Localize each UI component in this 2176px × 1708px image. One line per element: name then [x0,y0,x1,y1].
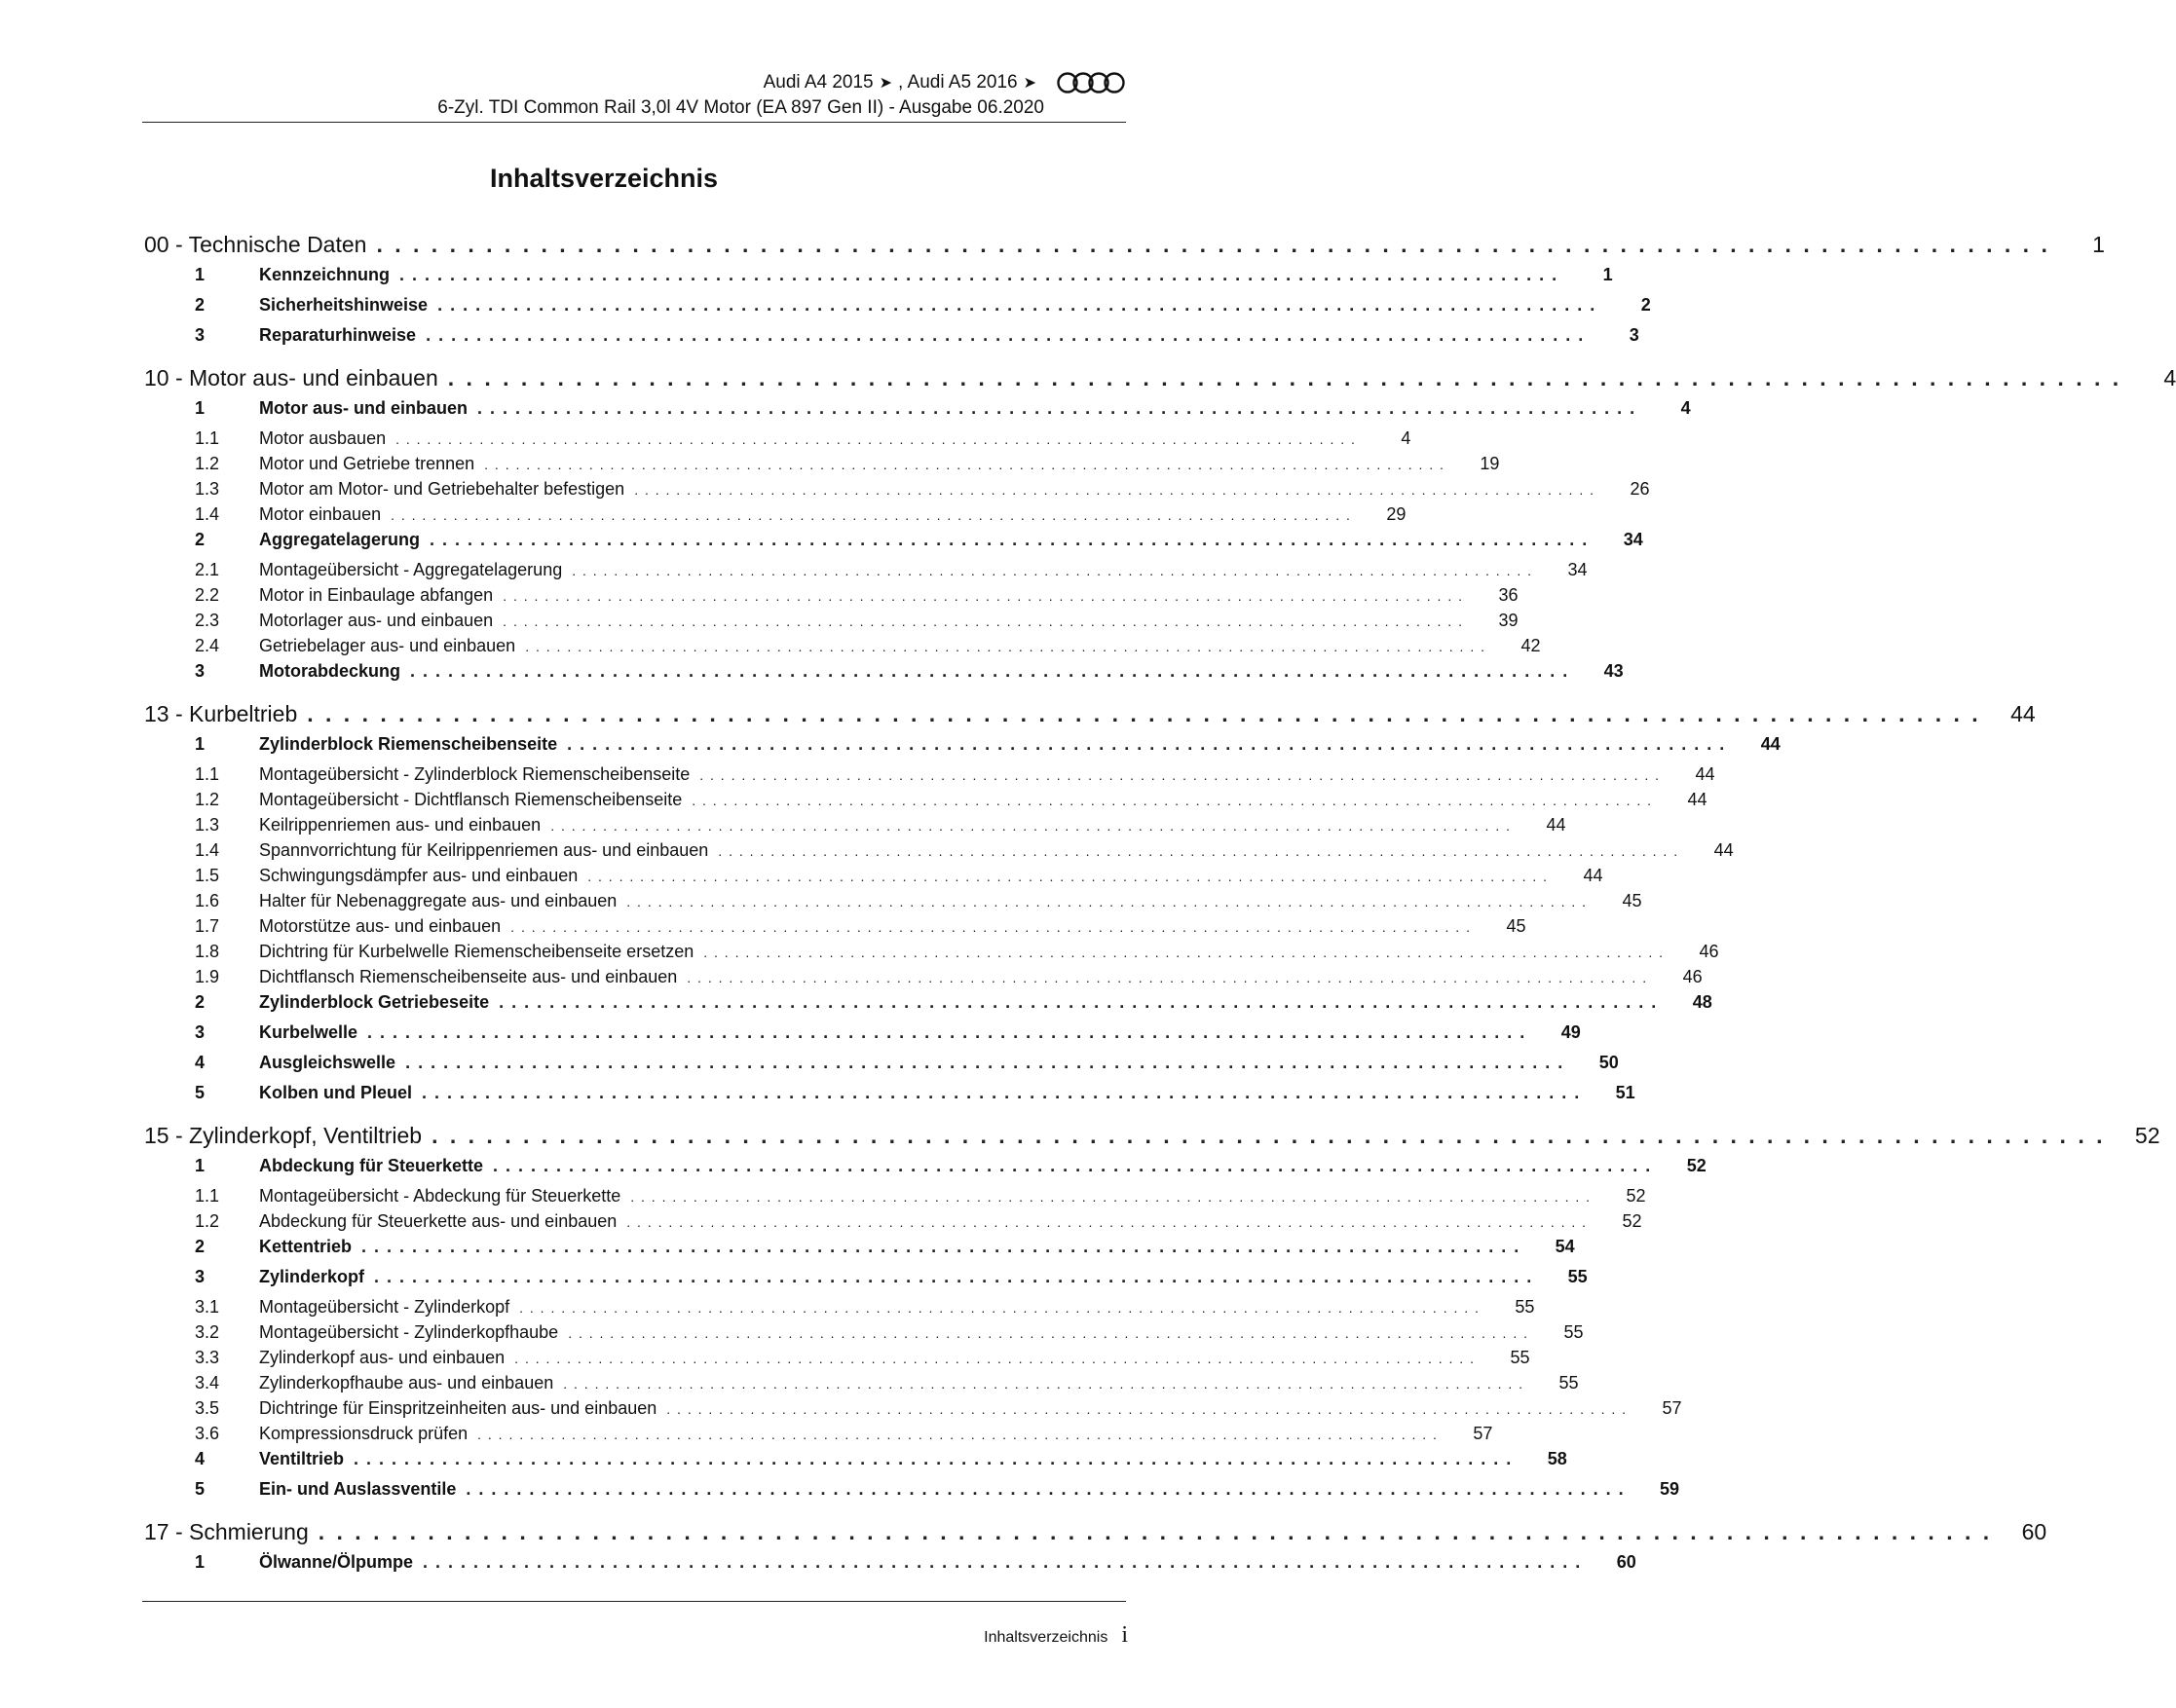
toc-entry-page: 50 [1598,1053,1619,1072]
dot-leader: . . . . . . . . . . . . . . . . . . . . . . . . . . . . . . . . . . . . . . . . . . . . . . . . . . . . . . . . . . . . . . . . . . . . . . . . . . . . . . . . . . . . . . . . . . . . [318,1519,1993,1544]
toc-entry-label: Dichtflansch Riemenscheibenseite aus- und einbauen [259,967,678,986]
dot-leader: . . . . . . . . . . . . . . . . . . . . . . . . . . . . . . . . . . . . . . . . . . . . . . . . . . . . . . . . . . . . . . . . . . . . . . . . . . . . . . . . . . . . . . . . . . . . [503,588,1464,604]
dot-leader: . . . . . . . . . . . . . . . . . . . . . . . . . . . . . . . . . . . . . . . . . . . . . . . . . . . . . . . . . . . . . . . . . . . . . . . . . . . . . . . . . . . . . . . . . . . . [431,1123,2106,1148]
toc-subsection-row[interactable] [144,560,1588,585]
toc-entry-page: 44 [2010,701,2036,726]
toc-entry-page: 44 [1583,866,1603,885]
toc-entry-label: 13 - Kurbeltrieb [144,701,298,726]
header-model-a5: , Audi A5 2016 [898,72,1018,93]
toc-chapter-row[interactable] [144,232,2105,265]
toc-entry-number: 1 [195,734,206,754]
toc-entry-label: Kettentrieb [259,1237,353,1256]
dot-leader: . . . . . . . . . . . . . . . . . . . . . . . . . . . . . . . . . . . . . . . . . . . . . . . . . . . . . . . . . . . . . . . . . . . . . . . . . . . . . . . . . . . . . . . . . . . . [374,1267,1533,1286]
toc-entry-label: Ein- und Auslassventile [259,1479,457,1499]
toc-chapter-row[interactable] [144,1519,2047,1552]
toc-entry-label: Montageübersicht - Zylinderkopf [259,1297,510,1317]
toc-subsection-row[interactable] [144,891,1642,916]
toc-section-row[interactable] [144,265,1613,295]
header-vehicle-line [764,69,1126,96]
toc-subsection-row[interactable] [144,479,1650,504]
toc-entry-page: 52 [1622,1211,1642,1231]
toc-entry-number: 1.1 [195,428,220,448]
dot-leader: . . . . . . . . . . . . . . . . . . . . . . . . . . . . . . . . . . . . . . . . . . . . . . . . . . . . . . . . . . . . . . . . . . . . . . . . . . . . . . . . . . . . . . . . . . . . [572,563,1533,578]
toc-entry-label: Ölwanne/Ölpumpe [259,1552,414,1572]
toc-entry-page: 54 [1555,1237,1575,1256]
toc-entry-label: Motorstütze aus- und einbauen [259,916,502,936]
toc-entry-label: Sicherheitshinweise [259,295,429,315]
toc-subsection-row[interactable] [144,1186,1646,1211]
dot-leader: . . . . . . . . . . . . . . . . . . . . . . . . . . . . . . . . . . . . . . . . . . . . . . . . . . . . . . . . . . . . . . . . . . . . . . . . . . . . . . . . . . . . . . . . . . . . [405,1053,1564,1072]
toc-entry-page: 29 [1386,504,1407,524]
header-engine-line: 6-Zyl. TDI Common Rail 3,0l 4V Motor (EA 897 Gen II) - Ausgabe 06.2020 [437,97,1044,118]
dot-leader: . . . . . . . . . . . . . . . . . . . . . . . . . . . . . . . . . . . . . . . . . . . . . . . . . . . . . . . . . . . . . . . . . . . . . . . . . . . . . . . . . . . . . . . . . . . . [499,992,1658,1012]
toc-entry-label: Motor einbauen [259,504,382,524]
toc-entry-page: 57 [1662,1398,1682,1418]
dot-leader: . . . . . . . . . . . . . . . . . . . . . . . . . . . . . . . . . . . . . . . . . . . . . . . . . . . . . . . . . . . . . . . . . . . . . . . . . . . . . . . . . . . . . . . . . . . . [587,869,1549,884]
toc-section-row[interactable] [144,1083,1635,1113]
dot-leader: . . . . . . . . . . . . . . . . . . . . . . . . . . . . . . . . . . . . . . . . . . . . . . . . . . . . . . . . . . . . . . . . . . . . . . . . . . . . . . . . . . . . . . . . . . . . [391,507,1352,523]
toc-entry-page: 1 [2092,232,2105,257]
dot-leader: . . . . . . . . . . . . . . . . . . . . . . . . . . . . . . . . . . . . . . . . . . . . . . . . . . . . . . . . . . . . . . . . . . . . . . . . . . . . . . . . . . . . . . . . . . . . [630,1189,1592,1205]
page-header [142,69,1126,120]
arrow-right-icon: ➤ [879,75,893,92]
toc-entry-page: 4 [1680,398,1691,418]
dot-leader: . . . . . . . . . . . . . . . . . . . . . . . . . . . . . . . . . . . . . . . . . . . . . . . . . . . . . . . . . . . . . . . . . . . . . . . . . . . . . . . . . . . . . . . . . . . . [634,482,1595,498]
toc-entry-number: 1.2 [195,454,220,473]
toc-entry-page: 55 [1567,1267,1588,1286]
toc-entry-number: 3.2 [195,1322,220,1342]
toc-entry-number: 2.3 [195,611,220,630]
toc-entry-page: 4 [2163,365,2176,390]
toc-entry-label: Zylinderkopf [259,1267,365,1286]
toc-subsection-row[interactable] [144,504,1407,530]
toc-entry-page: 48 [1692,992,1712,1012]
toc-entry-label: Motorlager aus- und einbauen [259,611,494,630]
toc-entry-label: Montageübersicht - Aggregatelagerung [259,560,563,579]
toc-entry-label: Motor und Getriebe trennen [259,454,475,473]
toc-entry-page: 39 [1498,611,1519,630]
toc-subsection-row[interactable] [144,1297,1535,1322]
toc-entry-number: 1.4 [195,840,220,860]
toc-entry-label: Kompressionsdruck prüfen [259,1424,469,1443]
dot-leader: . . . . . . . . . . . . . . . . . . . . . . . . . . . . . . . . . . . . . . . . . . . . . . . . . . . . . . . . . . . . . . . . . . . . . . . . . . . . . . . . . . . . . . . . . . . . [399,265,1558,284]
toc-entry-number: 3.3 [195,1348,220,1367]
toc-entry-page: 34 [1623,530,1643,549]
toc-entry-label: Montageübersicht - Zylinderblock Riemenscheibenseite [259,764,691,784]
audi-rings-icon [1056,71,1126,94]
toc-entry-number: 2.1 [195,560,220,579]
toc-entry-label: Montageübersicht - Zylinderkopfhaube [259,1322,559,1342]
toc-entry-label: Motorabdeckung [259,661,401,681]
toc-entry-number: 1 [195,398,206,418]
toc-section-row[interactable] [144,1552,1636,1582]
toc-entry-page: 4 [1401,428,1411,448]
toc-entry-page: 26 [1630,479,1650,499]
dot-leader: . . . . . . . . . . . . . . . . . . . . . . . . . . . . . . . . . . . . . . . . . . . . . . . . . . . . . . . . . . . . . . . . . . . . . . . . . . . . . . . . . . . . . . . . . . . . [376,232,2050,257]
header-model-a4: Audi A4 2015 [763,72,874,93]
toc-subsection-row[interactable] [144,967,1703,992]
toc-section-row[interactable] [144,1449,1567,1479]
dot-leader: . . . . . . . . . . . . . . . . . . . . . . . . . . . . . . . . . . . . . . . . . . . . . . . . . . . . . . . . . . . . . . . . . . . . . . . . . . . . . . . . . . . . . . . . . . . . [550,818,1512,834]
toc-entry-number: 3.6 [195,1424,220,1443]
toc-entry-page: 51 [1615,1083,1635,1102]
toc-entry-page: 34 [1567,560,1588,579]
dot-leader: . . . . . . . . . . . . . . . . . . . . . . . . . . . . . . . . . . . . . . . . . . . . . . . . . . . . . . . . . . . . . . . . . . . . . . . . . . . . . . . . . . . . . . . . . . . . [430,530,1589,549]
toc-entry-page: 36 [1498,585,1519,605]
toc-entry-number: 2 [195,530,206,549]
toc-entry-number: 1.1 [195,1186,220,1206]
dot-leader: . . . . . . . . . . . . . . . . . . . . . . . . . . . . . . . . . . . . . . . . . . . . . . . . . . . . . . . . . . . . . . . . . . . . . . . . . . . . . . . . . . . . . . . . . . . . [395,431,1357,447]
dot-leader: . . . . . . . . . . . . . . . . . . . . . . . . . . . . . . . . . . . . . . . . . . . . . . . . . . . . . . . . . . . . . . . . . . . . . . . . . . . . . . . . . . . . . . . . . . . . [466,1479,1626,1499]
toc-entry-number: 3 [195,661,206,681]
toc-entry-number: 1 [195,265,206,284]
toc-subsection-row[interactable] [144,454,1500,479]
toc-entry-number: 1.2 [195,790,220,809]
toc-entry-page: 44 [1546,815,1566,835]
toc-entry-number: 4 [195,1053,206,1072]
toc-entry-number: 3 [195,325,206,345]
toc-entry-page: 49 [1560,1022,1581,1042]
dot-leader: . . . . . . . . . . . . . . . . . . . . . . . . . . . . . . . . . . . . . . . . . . . . . . . . . . . . . . . . . . . . . . . . . . . . . . . . . . . . . . . . . . . . . . . . . . . . [477,1427,1439,1442]
dot-leader: . . . . . . . . . . . . . . . . . . . . . . . . . . . . . . . . . . . . . . . . . . . . . . . . . . . . . . . . . . . . . . . . . . . . . . . . . . . . . . . . . . . . . . . . . . . . [426,325,1585,345]
dot-leader: . . . . . . . . . . . . . . . . . . . . . . . . . . . . . . . . . . . . . . . . . . . . . . . . . . . . . . . . . . . . . . . . . . . . . . . . . . . . . . . . . . . . . . . . . . . . [568,1325,1529,1341]
toc-entry-number: 2 [195,992,206,1012]
footer-page-number: i [1121,1622,1128,1648]
toc-entry-label: Ventiltrieb [259,1449,345,1468]
toc-entry-number: 1.3 [195,479,220,499]
toc-entry-label: Motor in Einbaulage abfangen [259,585,494,605]
toc-entry-label: Halter für Nebenaggregate aus- und einbauen [259,891,618,910]
toc-entry-number: 2 [195,1237,206,1256]
toc-entry-number: 4 [195,1449,206,1468]
toc-chapter-row[interactable] [144,1123,2160,1156]
toc-entry-number: 3.5 [195,1398,220,1418]
toc-entry-label: Motor ausbauen [259,428,387,448]
toc-section-row[interactable] [144,1156,1707,1186]
page-footer [984,1622,1128,1649]
table-of-contents [144,232,2176,1582]
toc-entry-page: 60 [1616,1552,1636,1572]
toc-entry-number: 1 [195,1156,206,1175]
toc-entry-page: 52 [2134,1123,2160,1148]
dot-leader: . . . . . . . . . . . . . . . . . . . . . . . . . . . . . . . . . . . . . . . . . . . . . . . . . . . . . . . . . . . . . . . . . . . . . . . . . . . . . . . . . . . . . . . . . . . . [422,1083,1581,1102]
dot-leader: . . . . . . . . . . . . . . . . . . . . . . . . . . . . . . . . . . . . . . . . . . . . . . . . . . . . . . . . . . . . . . . . . . . . . . . . . . . . . . . . . . . . . . . . . . . . [626,1214,1588,1230]
toc-entry-page: 1 [1602,265,1613,284]
toc-subsection-row[interactable] [144,428,1411,454]
toc-entry-label: Zylinderblock Riemenscheibenseite [259,734,558,754]
toc-entry-page: 3 [1629,325,1639,345]
toc-entry-page: 19 [1480,454,1500,473]
toc-entry-label: 17 - Schmierung [144,1519,309,1544]
toc-entry-label: Montageübersicht - Dichtflansch Riemenscheibenseite [259,790,683,809]
toc-section-row[interactable] [144,325,1639,355]
toc-entry-number: 3 [195,1267,206,1286]
toc-entry-label: Getriebelager aus- und einbauen [259,636,516,655]
toc-entry-page: 45 [1506,916,1526,936]
toc-section-row[interactable] [144,661,1624,691]
toc-entry-number: 1.1 [195,764,220,784]
toc-subsection-row[interactable] [144,1373,1579,1398]
toc-entry-number: 2.2 [195,585,220,605]
page-title: Inhaltsverzeichnis [489,164,719,193]
toc-entry-page: 44 [1695,764,1715,784]
toc-entry-label: Zylinderkopfhaube aus- und einbauen [259,1373,554,1392]
footer-label: Inhaltsverzeichnis [984,1629,1108,1646]
toc-section-row[interactable] [144,1053,1619,1083]
toc-entry-label: Zylinderblock Getriebeseite [259,992,490,1012]
arrow-right-icon: ➤ [1023,75,1036,92]
toc-entry-page: 55 [1510,1348,1530,1367]
toc-subsection-row[interactable] [144,585,1519,611]
toc-section-row[interactable] [144,1479,1680,1509]
dot-leader: . . . . . . . . . . . . . . . . . . . . . . . . . . . . . . . . . . . . . . . . . . . . . . . . . . . . . . . . . . . . . . . . . . . . . . . . . . . . . . . . . . . . . . . . . . . . [477,398,1636,418]
toc-entry-page: 57 [1473,1424,1493,1443]
dot-leader: . . . . . . . . . . . . . . . . . . . . . . . . . . . . . . . . . . . . . . . . . . . . . . . . . . . . . . . . . . . . . . . . . . . . . . . . . . . . . . . . . . . . . . . . . . . . [484,457,1445,472]
toc-chapter-row[interactable] [144,701,2036,734]
toc-section-row[interactable] [144,1267,1588,1297]
toc-entry-page: 45 [1622,891,1642,910]
dot-leader: . . . . . . . . . . . . . . . . . . . . . . . . . . . . . . . . . . . . . . . . . . . . . . . . . . . . . . . . . . . . . . . . . . . . . . . . . . . . . . . . . . . . . . . . . . . . [437,295,1596,315]
toc-entry-number: 1.7 [195,916,220,936]
dot-leader: . . . . . . . . . . . . . . . . . . . . . . . . . . . . . . . . . . . . . . . . . . . . . . . . . . . . . . . . . . . . . . . . . . . . . . . . . . . . . . . . . . . . . . . . . . . . [423,1552,1582,1572]
toc-entry-label: Schwingungsdämpfer aus- und einbauen [259,866,579,885]
dot-leader: . . . . . . . . . . . . . . . . . . . . . . . . . . . . . . . . . . . . . . . . . . . . . . . . . . . . . . . . . . . . . . . . . . . . . . . . . . . . . . . . . . . . . . . . . . . . [503,613,1464,629]
toc-entry-number: 1.6 [195,891,220,910]
toc-entry-page: 59 [1660,1479,1680,1499]
toc-entry-label: Abdeckung für Steuerkette aus- und einbauen [259,1211,618,1231]
dot-leader: . . . . . . . . . . . . . . . . . . . . . . . . . . . . . . . . . . . . . . . . . . . . . . . . . . . . . . . . . . . . . . . . . . . . . . . . . . . . . . . . . . . . . . . . . . . . [447,365,2122,390]
toc-entry-number: 5 [195,1083,206,1102]
toc-entry-page: 58 [1547,1449,1567,1468]
toc-entry-number: 5 [195,1479,206,1499]
dot-leader: . . . . . . . . . . . . . . . . . . . . . . . . . . . . . . . . . . . . . . . . . . . . . . . . . . . . . . . . . . . . . . . . . . . . . . . . . . . . . . . . . . . . . . . . . . . . [666,1401,1628,1417]
toc-entry-number: 1 [195,1552,206,1572]
dot-leader: . . . . . . . . . . . . . . . . . . . . . . . . . . . . . . . . . . . . . . . . . . . . . . . . . . . . . . . . . . . . . . . . . . . . . . . . . . . . . . . . . . . . . . . . . . . . [519,1300,1481,1316]
toc-subsection-row[interactable] [144,611,1519,636]
toc-subsection-row[interactable] [144,1322,1584,1348]
dot-leader: . . . . . . . . . . . . . . . . . . . . . . . . . . . . . . . . . . . . . . . . . . . . . . . . . . . . . . . . . . . . . . . . . . . . . . . . . . . . . . . . . . . . . . . . . . . . [525,639,1486,654]
dot-leader: . . . . . . . . . . . . . . . . . . . . . . . . . . . . . . . . . . . . . . . . . . . . . . . . . . . . . . . . . . . . . . . . . . . . . . . . . . . . . . . . . . . . . . . . . . . . [510,919,1472,935]
dot-leader: . . . . . . . . . . . . . . . . . . . . . . . . . . . . . . . . . . . . . . . . . . . . . . . . . . . . . . . . . . . . . . . . . . . . . . . . . . . . . . . . . . . . . . . . . . . . [354,1449,1513,1468]
toc-subsection-row[interactable] [144,815,1566,840]
toc-entry-number: 3 [195,1022,206,1042]
dot-leader: . . . . . . . . . . . . . . . . . . . . . . . . . . . . . . . . . . . . . . . . . . . . . . . . . . . . . . . . . . . . . . . . . . . . . . . . . . . . . . . . . . . . . . . . . . . . [567,734,1726,754]
toc-entry-number: 2.4 [195,636,220,655]
toc-entry-number: 2 [195,295,206,315]
toc-entry-number: 1.2 [195,1211,220,1231]
toc-entry-page: 44 [1760,734,1781,754]
dot-leader: . . . . . . . . . . . . . . . . . . . . . . . . . . . . . . . . . . . . . . . . . . . . . . . . . . . . . . . . . . . . . . . . . . . . . . . . . . . . . . . . . . . . . . . . . . . . [687,970,1648,985]
toc-entry-label: Spannvorrichtung für Keilrippenriemen aus- und einbauen [259,840,709,860]
toc-entry-label: Aggregatelagerung [259,530,421,549]
toc-entry-label: Motor aus- und einbauen [259,398,468,418]
toc-subsection-row[interactable] [144,1424,1493,1449]
toc-entry-label: Dichtringe für Einspritzeinheiten aus- und einbauen [259,1398,657,1418]
toc-entry-number: 3.4 [195,1373,220,1392]
toc-entry-page: 60 [2021,1519,2047,1544]
toc-entry-label: Ausgleichswelle [259,1053,396,1072]
toc-subsection-row[interactable] [144,764,1715,790]
dot-leader: . . . . . . . . . . . . . . . . . . . . . . . . . . . . . . . . . . . . . . . . . . . . . . . . . . . . . . . . . . . . . . . . . . . . . . . . . . . . . . . . . . . . . . . . . . . . [703,945,1665,960]
toc-entry-number: 1.8 [195,942,220,961]
toc-entry-page: 55 [1558,1373,1579,1392]
toc-subsection-row[interactable] [144,790,1707,815]
toc-entry-label: Kurbelwelle [259,1022,358,1042]
dot-leader: . . . . . . . . . . . . . . . . . . . . . . . . . . . . . . . . . . . . . . . . . . . . . . . . . . . . . . . . . . . . . . . . . . . . . . . . . . . . . . . . . . . . . . . . . . . . [361,1237,1520,1256]
toc-entry-label: 10 - Motor aus- und einbauen [144,365,438,390]
dot-leader: . . . . . . . . . . . . . . . . . . . . . . . . . . . . . . . . . . . . . . . . . . . . . . . . . . . . . . . . . . . . . . . . . . . . . . . . . . . . . . . . . . . . . . . . . . . . [692,793,1653,808]
dot-leader: . . . . . . . . . . . . . . . . . . . . . . . . . . . . . . . . . . . . . . . . . . . . . . . . . . . . . . . . . . . . . . . . . . . . . . . . . . . . . . . . . . . . . . . . . . . . [307,701,1981,726]
toc-entry-label: Kennzeichnung [259,265,390,284]
toc-entry-label: 00 - Technische Daten [144,232,367,257]
toc-entry-page: 44 [1713,840,1734,860]
toc-entry-label: Abdeckung für Steuerkette [259,1156,484,1175]
toc-entry-page: 44 [1687,790,1707,809]
toc-entry-number: 1.4 [195,504,220,524]
dot-leader: . . . . . . . . . . . . . . . . . . . . . . . . . . . . . . . . . . . . . . . . . . . . . . . . . . . . . . . . . . . . . . . . . . . . . . . . . . . . . . . . . . . . . . . . . . . . [699,767,1661,783]
toc-entry-number: 1.9 [195,967,220,986]
toc-subsection-row[interactable] [144,916,1526,942]
toc-entry-label: 15 - Zylinderkopf, Ventiltrieb [144,1123,423,1148]
toc-section-row[interactable] [144,295,1651,325]
toc-entry-label: Zylinderkopf aus- und einbauen [259,1348,506,1367]
toc-section-row[interactable] [144,992,1712,1022]
dot-leader: . . . . . . . . . . . . . . . . . . . . . . . . . . . . . . . . . . . . . . . . . . . . . . . . . . . . . . . . . . . . . . . . . . . . . . . . . . . . . . . . . . . . . . . . . . . . [718,843,1679,859]
dot-leader: . . . . . . . . . . . . . . . . . . . . . . . . . . . . . . . . . . . . . . . . . . . . . . . . . . . . . . . . . . . . . . . . . . . . . . . . . . . . . . . . . . . . . . . . . . . . [493,1156,1652,1175]
toc-chapter-row[interactable] [144,365,2176,398]
toc-entry-label: Keilrippenriemen aus- und einbauen [259,815,542,835]
footer-divider [142,1601,1126,1602]
toc-subsection-row[interactable] [144,636,1541,661]
toc-section-row[interactable] [144,530,1643,560]
toc-entry-label: Kolben und Pleuel [259,1083,413,1102]
toc-entry-label: Dichtring für Kurbelwelle Riemenscheibenseite ersetzen [259,942,694,961]
header-divider [142,122,1126,123]
toc-entry-label: Motor am Motor- und Getriebehalter befestigen [259,479,625,499]
toc-entry-page: 46 [1682,967,1703,986]
toc-entry-number: 3.1 [195,1297,220,1317]
dot-leader: . . . . . . . . . . . . . . . . . . . . . . . . . . . . . . . . . . . . . . . . . . . . . . . . . . . . . . . . . . . . . . . . . . . . . . . . . . . . . . . . . . . . . . . . . . . . [514,1351,1476,1366]
toc-section-row[interactable] [144,398,1691,428]
toc-entry-page: 55 [1563,1322,1584,1342]
dot-leader: . . . . . . . . . . . . . . . . . . . . . . . . . . . . . . . . . . . . . . . . . . . . . . . . . . . . . . . . . . . . . . . . . . . . . . . . . . . . . . . . . . . . . . . . . . . . [367,1022,1526,1042]
toc-entry-page: 46 [1699,942,1719,961]
toc-entry-page: 2 [1640,295,1651,315]
toc-entry-page: 55 [1515,1297,1535,1317]
toc-entry-number: 1.5 [195,866,220,885]
toc-subsection-row[interactable] [144,1398,1682,1424]
toc-subsection-row[interactable] [144,1348,1530,1373]
toc-entry-page: 52 [1686,1156,1707,1175]
toc-subsection-row[interactable] [144,942,1719,967]
toc-section-row[interactable] [144,734,1781,764]
toc-entry-page: 43 [1603,661,1624,681]
toc-entry-page: 42 [1520,636,1541,655]
dot-leader: . . . . . . . . . . . . . . . . . . . . . . . . . . . . . . . . . . . . . . . . . . . . . . . . . . . . . . . . . . . . . . . . . . . . . . . . . . . . . . . . . . . . . . . . . . . . [626,894,1588,910]
dot-leader: . . . . . . . . . . . . . . . . . . . . . . . . . . . . . . . . . . . . . . . . . . . . . . . . . . . . . . . . . . . . . . . . . . . . . . . . . . . . . . . . . . . . . . . . . . . . [410,661,1569,681]
toc-subsection-row[interactable] [144,840,1734,866]
toc-subsection-row[interactable] [144,866,1603,891]
toc-section-row[interactable] [144,1022,1581,1053]
toc-entry-page: 52 [1626,1186,1646,1206]
dot-leader: . . . . . . . . . . . . . . . . . . . . . . . . . . . . . . . . . . . . . . . . . . . . . . . . . . . . . . . . . . . . . . . . . . . . . . . . . . . . . . . . . . . . . . . . . . . . [563,1376,1524,1392]
toc-section-row[interactable] [144,1237,1575,1267]
toc-subsection-row[interactable] [144,1211,1642,1237]
toc-entry-number: 1.3 [195,815,220,835]
toc-entry-label: Montageübersicht - Abdeckung für Steuerkette [259,1186,621,1206]
toc-entry-label: Reparaturhinweise [259,325,417,345]
